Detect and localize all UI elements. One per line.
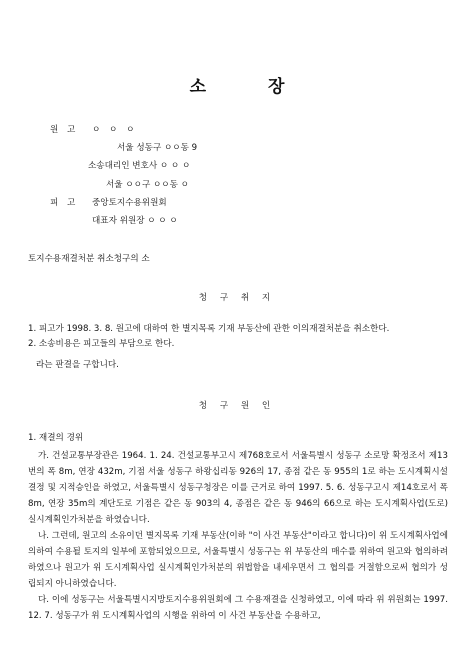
- document-title: 소 장: [189, 77, 313, 97]
- plaintiff-address: 서울 성동구 ㅇㅇ동 9: [117, 143, 198, 153]
- representative: 대표자 위원장 ㅇ ㅇ ㅇ: [92, 216, 178, 226]
- plaintiff-label: 원 고: [50, 125, 79, 135]
- paragraph-na: 나. 그런데, 원고의 소유이던 별지목록 기재 부동산(이하 "이 사건 부동산"이라고 합니다)이 위 도시계획사업에 의하여 수용될 토지의 일부에 포함되었으므로, 서울특별시 성동구는 위 부동산의 매수를 위하여 원고와 협의하려 하였으나 원고가 위 도시계획사업 실시계획인가처분의 위법함을 내세우면서 그 협의를 거절함으로써 협의가 성립되지 아니하였습니다.: [28, 531, 448, 589]
- defendant-name: 중앙토지수용위원회: [92, 198, 167, 208]
- claims-list: [28, 322, 448, 352]
- claim-heading: 청 구 취 지: [198, 293, 276, 303]
- judgment-request: 라는 판결을 구합니다.: [36, 360, 119, 370]
- cause-body: [28, 448, 448, 624]
- attorney-address: 서울 ㅇㅇ구 ㅇㅇ동 ㅇ: [106, 180, 189, 190]
- attorney: 소송대리인 변호사 ㅇ ㅇ ㅇ: [88, 161, 191, 171]
- cause-heading: 청 구 원 인: [198, 401, 276, 411]
- cause-section-title: 1. 재결의 경위: [28, 433, 84, 443]
- case-name: 토지수용재결처분 취소청구의 소: [28, 254, 150, 264]
- claim-item-1: 1. 피고가 1998. 3. 8. 원고에 대하여 한 별지목록 기재 부동산에 관한 이의재결처분을 취소한다.: [28, 324, 390, 334]
- paragraph-ga: 가. 건설교통부장관은 1964. 1. 24. 건설교통부고시 제768호로서 서울특별시 성동구 소로망 확정조서 제13번의 폭 8m, 연장 432m, 기점 서울 성동구 하왕십리동 926의 17, 종점 같은 동 955의 1로 하는 도시계획시설결정 및 지적승인을 하였고, 서울특별시 성동구청장은 이를 근거로 하여 1997. 5. 6. 성동구고시 제14호로서 폭 8m, 연장 35m의 계단도로 기점은 같은 동 903의 4, 종점은 같은 동 946의 66으로 하는 도시계획사업(도로) 실시계획인가처분을 하였습니다.: [28, 451, 448, 525]
- plaintiff-name: ㅇ ㅇ ㅇ: [92, 125, 138, 135]
- claim-item-2: 2. 소송비용은 피고들의 부담으로 한다.: [28, 339, 175, 349]
- paragraph-da: 다. 이에 성동구는 서울특별시지방토지수용위원회에 그 수용재결을 신청하였고, 이에 따라 위 위원회는 1997. 12. 7. 성동구가 위 도시계획사업의 시행을 위하여 이 사건 부동산을 수용하고,: [28, 595, 448, 621]
- defendant-label: 피 고: [50, 198, 79, 208]
